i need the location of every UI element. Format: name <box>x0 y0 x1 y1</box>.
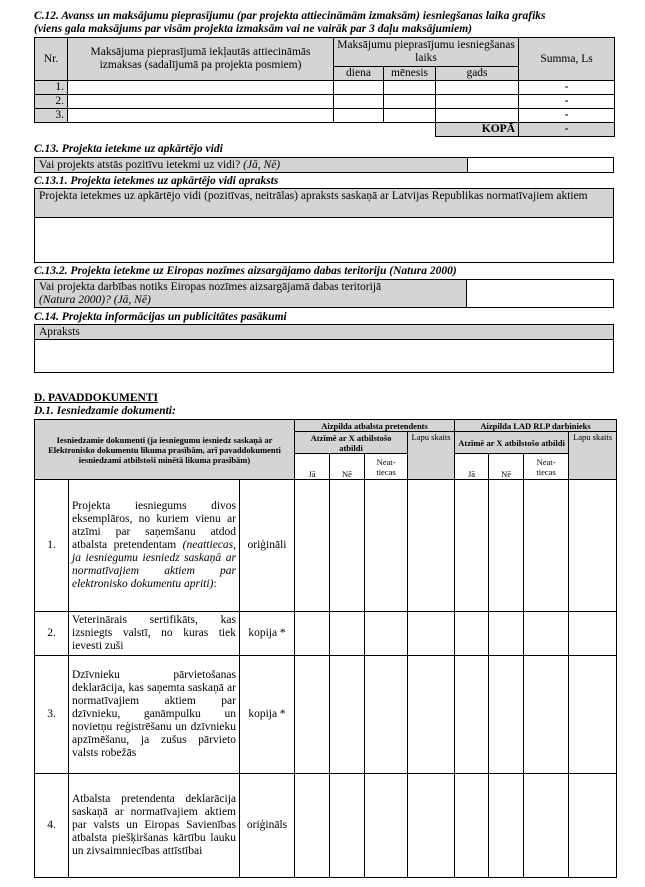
doc-nr: 2. <box>35 612 69 656</box>
applicant-no-cell[interactable] <box>330 774 365 878</box>
lad-no-cell[interactable] <box>489 774 524 878</box>
lad-pages-cell[interactable] <box>569 656 617 774</box>
lad-pages-cell[interactable] <box>569 612 617 656</box>
table-row <box>35 109 615 123</box>
c131-label: Projekta ietekmes uz apkārtējo vidi (pozitīvas, neitrālas) apraksts saskaņā ar Latvijas Republikas normatīvajiem aktiem <box>34 188 614 218</box>
row-desc-cell[interactable] <box>68 95 334 109</box>
row-month-cell[interactable] <box>384 95 436 109</box>
row-day-cell[interactable] <box>334 95 384 109</box>
table-row <box>35 656 617 774</box>
applicant-pages-cell[interactable] <box>408 774 455 878</box>
col-time-header: Maksājumu pieprasījumu iesniegšanas laiks <box>334 38 519 67</box>
row-sum: - <box>519 95 615 109</box>
table-row <box>35 95 615 109</box>
c12-title: C.12. Avanss un maksājumu pieprasījumu (par projekta attiecināmām izmaksām) iesniegšanas laika grafiks <box>34 10 546 22</box>
lad-no-cell[interactable] <box>489 612 524 656</box>
applicant-no-cell[interactable] <box>330 480 365 612</box>
row-nr: 1. <box>35 81 68 95</box>
doc-text: Projekta iesniegums divos eksemplāros, no kuriem vienu ar atzīmi par saņemšanu atdod atbalsta pretendentam <box>72 500 236 551</box>
col-year-header: gads <box>436 67 519 81</box>
c14-description-field[interactable] <box>34 339 614 373</box>
c132-question-line2: (Natura 2000)? (Jā, Nē) <box>39 294 151 306</box>
applicant-pages-cell[interactable] <box>408 480 455 612</box>
doc-note: (neattiecas, ja iesniegumu iesniedz saskaņā ar normatīvajiem aktiem par elektronisko dokumentu apriti) <box>72 539 236 590</box>
lad-pages-header: Lapu skaits <box>569 432 617 480</box>
row-desc-cell[interactable] <box>68 109 334 123</box>
row-nr: 2. <box>35 95 68 109</box>
doc-description: Veterinārais sertifikāts, kas izsniegts valstī, no kuras tiek ievesti zuši <box>69 612 240 656</box>
c13-question <box>34 157 468 173</box>
lad-pages-cell[interactable] <box>569 480 617 612</box>
row-year-cell[interactable] <box>436 81 519 95</box>
lad-na-header: Neat-tiecas <box>524 454 569 480</box>
lad-yes-cell[interactable] <box>455 612 489 656</box>
doc-description: Atbalsta pretendenta deklarācija saskaņā ar normatīvajiem aktiem par valsts un Eiropas Savienības atbalsta piešķiršanas kārtību lauku un zivsaimniecības attīstībai <box>69 774 240 878</box>
row-year-cell[interactable] <box>436 109 519 123</box>
c14-title: C.14. Projekta informācijas un publicitātes pasākumi <box>34 311 287 323</box>
doc-description <box>69 480 240 612</box>
applicant-na-cell[interactable] <box>365 656 408 774</box>
lad-na-cell[interactable] <box>524 612 569 656</box>
table-row <box>35 612 617 656</box>
doc-nr: 1. <box>35 480 69 612</box>
lad-mark-header: Atzīmē ar X atbilstošo atbildi <box>455 432 569 454</box>
lad-na-cell[interactable] <box>524 480 569 612</box>
applicant-header: Aizpilda atbalsta pretendents <box>295 420 455 432</box>
payment-schedule-table <box>34 37 615 137</box>
table-row <box>35 480 617 612</box>
applicant-na-cell[interactable] <box>365 480 408 612</box>
col-nr-header: Nr. <box>35 38 68 81</box>
row-sum: - <box>519 81 615 95</box>
c132-question-line1: Vai projekta darbības notiks Eiropas nozīmes aizsargājamā dabas teritorijā <box>39 281 382 293</box>
row-month-cell[interactable] <box>384 81 436 95</box>
applicant-pages-cell[interactable] <box>408 612 455 656</box>
row-month-cell[interactable] <box>384 109 436 123</box>
c13-title: C.13. Projekta ietekme uz apkārtējo vidi <box>34 143 223 155</box>
col-day-header: diena <box>334 67 384 81</box>
applicant-yes-header: Jā <box>295 454 330 480</box>
applicant-yes-cell[interactable] <box>295 480 330 612</box>
lad-no-cell[interactable] <box>489 480 524 612</box>
row-sum: - <box>519 109 615 123</box>
doc-description: Dzīvnieku pārvietošanas deklarācija, kas saņemta saskaņā ar normatīvajiem aktiem par dzīvnieku, ganāmpulku un novietņu reģistrēšanu un dzīvnieku apzīmēšanu, ja zušus pārvieto valsts robežās <box>69 656 240 774</box>
applicant-yes-cell[interactable] <box>295 774 330 878</box>
c132-title: C.13.2. Projekta ietekme uz Eiropas nozīmes aizsargājamo dabas teritoriju (Natura 2000) <box>34 265 457 277</box>
lad-na-cell[interactable] <box>524 774 569 878</box>
d-title: D. PAVADDOKUMENTI <box>34 392 158 404</box>
applicant-no-cell[interactable] <box>330 656 365 774</box>
doc-form: oriģināls <box>240 774 295 878</box>
lad-yes-cell[interactable] <box>455 774 489 878</box>
doc-form: oriģināli <box>240 480 295 612</box>
col-sum-header: Summa, Ls <box>519 38 615 81</box>
applicant-mark-header: Atzīmē ar X atbilstošo atbildi <box>295 432 408 454</box>
lad-header: Aizpilda LAD RLP darbinieks <box>455 420 617 432</box>
doc-nr: 4. <box>35 774 69 878</box>
applicant-na-cell[interactable] <box>365 774 408 878</box>
total-label: KOPĀ <box>436 123 519 137</box>
table-row <box>35 81 615 95</box>
applicant-no-header: Nē <box>330 454 365 480</box>
c13-answer-field[interactable] <box>467 157 614 173</box>
lad-no-cell[interactable] <box>489 656 524 774</box>
doc-tail: : <box>213 578 217 590</box>
documents-table <box>34 419 617 878</box>
c132-answer-field[interactable] <box>466 279 614 308</box>
lad-yes-cell[interactable] <box>455 656 489 774</box>
c131-title: C.13.1. Projekta ietekmes uz apkārtējo vidi apraksts <box>34 175 279 187</box>
applicant-yes-cell[interactable] <box>295 656 330 774</box>
applicant-pages-cell[interactable] <box>408 656 455 774</box>
col-month-header: mēnesis <box>384 67 436 81</box>
lad-yes-cell[interactable] <box>455 480 489 612</box>
row-desc-cell[interactable] <box>68 81 334 95</box>
doc-form: kopija * <box>240 656 295 774</box>
c12-subtitle: (viens gala maksājums par visām projekta izmaksām vai ne vairāk par 3 daļu maksājumiem) <box>34 23 472 35</box>
lad-na-cell[interactable] <box>524 656 569 774</box>
applicant-pages-header: Lapu skaits <box>408 432 455 480</box>
total-value: - <box>519 123 615 137</box>
row-year-cell[interactable] <box>436 95 519 109</box>
lad-no-header: Nē <box>489 454 524 480</box>
c13-question-text: Vai projekts atstās pozitīvu ietekmi uz vidi? <box>39 159 244 171</box>
docs-header: Iesniedzamie dokumenti (ja iesniegumu iesniedz saskaņā ar Elektronisko dokumentu likuma prasībām, arī pavaddokumenti iesniedzami atbilstoši minētā likuma prasībām) <box>35 420 295 480</box>
table-row <box>35 774 617 878</box>
doc-nr: 3. <box>35 656 69 774</box>
doc-form: kopija * <box>240 612 295 656</box>
row-day-cell[interactable] <box>334 81 384 95</box>
d-subtitle: D.1. Iesniedzamie dokumenti: <box>34 405 176 417</box>
applicant-na-cell[interactable] <box>365 612 408 656</box>
row-nr: 3. <box>35 109 68 123</box>
applicant-yes-cell[interactable] <box>295 612 330 656</box>
applicant-no-cell[interactable] <box>330 612 365 656</box>
applicant-na-header: Neat-tiecas <box>365 454 408 480</box>
c132-question <box>34 279 467 308</box>
c14-label: Apraksts <box>34 324 614 340</box>
c131-description-field[interactable] <box>34 217 614 263</box>
c13-question-options: (Jā, Nē) <box>243 159 281 171</box>
col-desc-header: Maksājuma pieprasījumā iekļautās attiecināmās izmaksas (sadalījumā pa projekta posmiem) <box>68 38 334 81</box>
lad-yes-header: Jā <box>455 454 489 480</box>
lad-pages-cell[interactable] <box>569 774 617 878</box>
row-day-cell[interactable] <box>334 109 384 123</box>
